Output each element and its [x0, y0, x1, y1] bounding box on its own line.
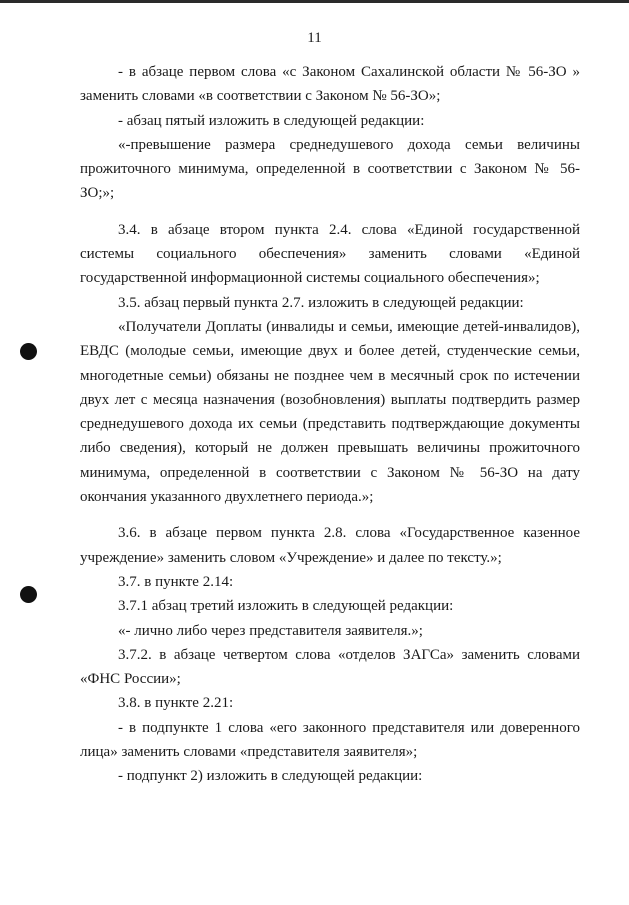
paragraph: «- лично либо через представителя заявителя.»;: [118, 622, 423, 639]
paragraph: 3.4. в абзаце втором пункта 2.4. слова «Единой государственной системы социального обеспечения» заменить словами «Единой государственной информационной системы социального обеспечения»;: [80, 221, 580, 287]
punch-hole: [20, 586, 37, 603]
paragraph: - в абзаце первом слова «с Законом Сахалинской области № 56-ЗО » заменить словами «в соответствии с Законом № 56-ЗО»;: [80, 64, 580, 105]
paragraph: 3.7.2. в абзаце четвертом слова «отделов ЗАГСа» заменить словами «ФНС России»;: [80, 646, 580, 688]
paragraph: 3.7.1 абзац третий изложить в следующей редакции:: [118, 598, 454, 615]
paragraph: 3.5. абзац первый пункта 2.7. изложить в следующей редакции:: [118, 294, 524, 311]
paragraph: - абзац пятый изложить в следующей редакции:: [118, 112, 425, 129]
page-number: 11: [307, 30, 322, 46]
document-body: [80, 60, 580, 789]
paragraph: - в подпункте 1 слова «его законного представителя или доверенного лица» заменить словами «представителя заявителя»;: [80, 719, 580, 761]
paragraph: 3.7. в пункте 2.14:: [118, 573, 234, 590]
paragraph: 3.6. в абзаце первом пункта 2.8. слова «Государственное казенное учреждение» заменить словом «Учреждение» и далее по тексту.»;: [80, 525, 580, 566]
paragraph: «Получатели Доплаты (инвалиды и семьи, имеющие детей-инвалидов), ЕВДС (молодые семьи, имеющие двух и более детей, студенческие семьи, многодетные семьи) обязаны не позднее чем в месячный срок по истечении двух лет с месяца назначения (возобновления) выплаты подтвердить размер среднедушевого дохода их семьи (представить подтверждающие документы либо сведения), который не должен превышать величины прожиточного минимума, определенной в соответствии с Законом № 56-ЗО на дату окончания указанного двухлетнего периода.»;: [80, 318, 580, 506]
scan-top-edge: [0, 0, 629, 3]
paragraph: - подпункт 2) изложить в следующей редакции:: [118, 768, 423, 785]
paragraph: «-превышение размера среднедушевого дохода семьи величины прожиточного минимума, определенной в соответствии с Законом № 56-ЗО;»;: [80, 136, 580, 202]
paragraph: 3.8. в пункте 2.21:: [118, 695, 234, 712]
punch-hole: [20, 343, 37, 360]
